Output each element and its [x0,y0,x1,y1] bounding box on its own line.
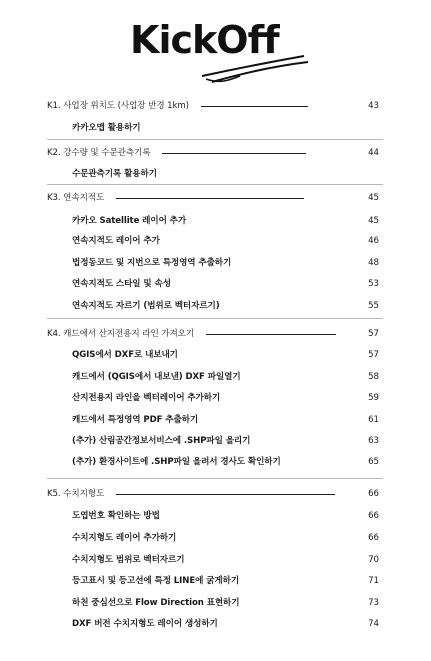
leader-line [162,153,306,154]
page-number: 55 [368,301,379,311]
toc-item-row[interactable] [0,256,431,270]
page-number: 45 [368,193,379,203]
toc-item-row[interactable] [0,413,431,427]
item-title: (추가) 환경사이트에 .SHP파일 올려서 경사도 확인하기 [72,457,281,467]
toc-item-row[interactable] [0,299,431,313]
toc-item-row[interactable] [0,596,431,610]
item-title: 수치지형도 레이어 추가하기 [72,533,177,543]
page-number: 45 [368,216,379,226]
page-number: 70 [368,555,379,565]
chapter-title: K5. 수치지형도 [47,489,105,499]
item-title: 카카오맵 활용하기 [72,123,141,133]
toc-item-row[interactable] [0,531,431,545]
toc-item-row[interactable] [0,214,431,228]
toc-item-row[interactable] [0,121,431,135]
item-title: 법정동코드 및 지번으로 특정영역 추출하기 [72,258,232,268]
page-number: 46 [368,236,379,246]
toc-item-row[interactable] [0,391,431,405]
page-number: 65 [368,457,379,467]
toc-item-row[interactable] [0,455,431,469]
section-divider [47,318,383,319]
logo-text: KickOff [130,18,279,62]
leader-line [116,494,335,495]
item-title: 하천 중심선으로 Flow Direction 표현하기 [72,598,240,608]
section-divider [47,139,383,140]
item-title: 등고표시 및 등고선에 특정 LINE에 굵게하기 [72,576,240,586]
page-number: 73 [368,598,379,608]
item-title: 도엽번호 확인하는 방법 [72,511,160,521]
page-number: 66 [368,533,379,543]
page-number: 43 [368,101,379,111]
toc-item-row[interactable] [0,509,431,523]
item-title: 수문관측기록 활용하기 [72,169,157,179]
item-title: 카카오 Satellite 레이어 추가 [72,216,187,226]
toc-item-row[interactable] [0,370,431,384]
toc-item-row[interactable] [0,617,431,631]
toc-item-row[interactable] [0,167,431,181]
page-number: 53 [368,279,379,289]
toc-item-row[interactable] [0,277,431,291]
page-number: 63 [368,436,379,446]
toc-item-row[interactable] [0,348,431,362]
toc-chapter-row[interactable] [0,146,431,160]
toc-chapter-row[interactable] [0,99,431,113]
leader-line [201,106,308,107]
chapter-title: K3. 연속지적도 [47,193,105,203]
toc-chapter-row[interactable] [0,487,431,501]
page-number: 59 [368,393,379,403]
item-title: 연속지적도 자르기 (범위로 벡터자르기) [72,301,220,311]
page-number: 66 [368,511,379,521]
page-number: 57 [368,329,379,339]
toc-item-row[interactable] [0,553,431,567]
toc-chapter-row[interactable] [0,191,431,205]
chapter-title: K4. 캐드에서 산지전용지 라인 가져오기 [47,329,195,339]
item-title: 수치지형도 범위로 벡터자르기 [72,555,185,565]
toc-chapter-row[interactable] [0,327,431,341]
item-title: 연속지적도 레이어 추가 [72,236,160,246]
toc-item-row[interactable] [0,434,431,448]
item-title: 산지전용지 라인을 벡터레이어 추가하기 [72,393,221,403]
page-number: 66 [368,489,379,499]
chapter-title: K1. 사업장 위치도 (사업장 반경 1km) [47,101,189,111]
section-divider [47,184,383,185]
item-title: 캐드에서 (QGIS에서 내보낸) DXF 파일열기 [72,372,241,382]
page-number: 74 [368,619,379,629]
page-number: 58 [368,372,379,382]
toc-item-row[interactable] [0,234,431,248]
item-title: (추가) 산림공간정보서비스에 .SHP파일 올리기 [72,436,251,446]
chapter-title: K2. 강수량 및 수문관측기록 [47,148,151,158]
item-title: 캐드에서 특정영역 PDF 추출하기 [72,415,199,425]
page-number: 57 [368,350,379,360]
section-divider [47,478,383,479]
page-number: 61 [368,415,379,425]
page-number: 71 [368,576,379,586]
leader-line [206,334,336,335]
page-number: 48 [368,258,379,268]
leader-line [116,198,304,199]
item-title: DXF 버전 수치지형도 레이어 생성하기 [72,619,218,629]
page-number: 44 [368,148,379,158]
item-title: QGIS에서 DXF로 내보내기 [72,350,178,360]
item-title: 연속지적도 스타일 및 속성 [72,279,171,289]
toc-item-row[interactable] [0,574,431,588]
